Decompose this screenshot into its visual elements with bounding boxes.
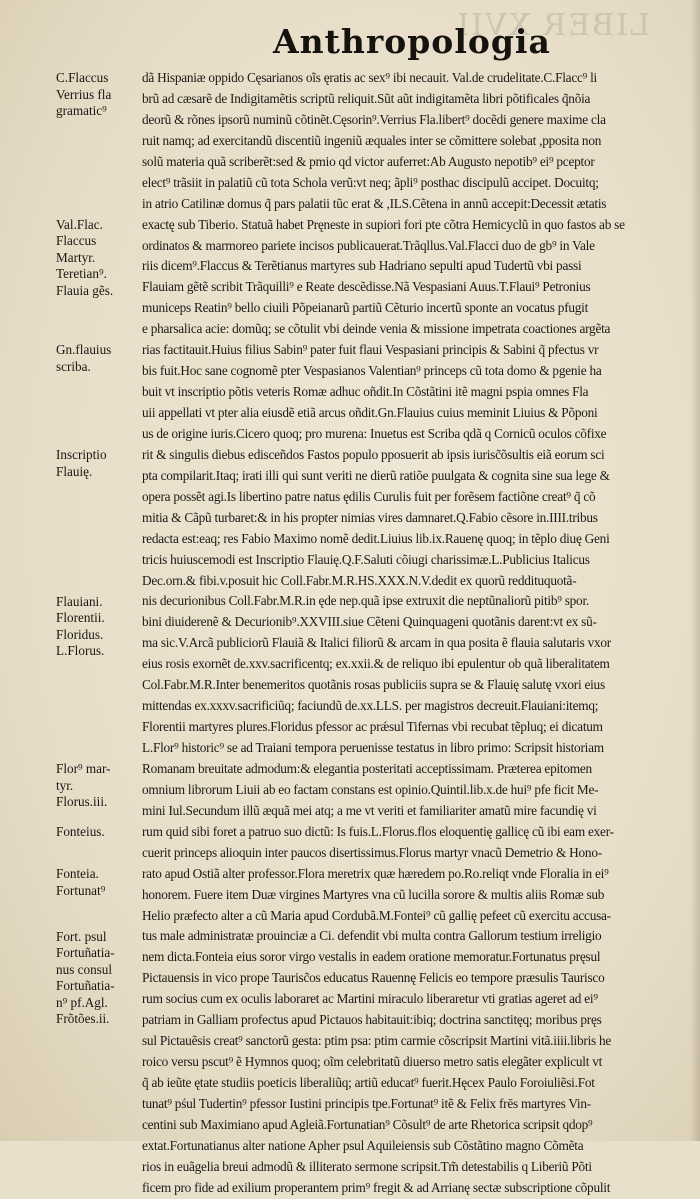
text-line: municeps Reatin⁹ bello ciuili Põpeianarũ partiũ Cẽturio incertũ sponte an vocatus pfugit — [142, 300, 589, 316]
text-line: centini sub Maximiano apud Agleiã.Fortunatian⁹ Cõsult⁹ de arte Rhetorica scripsit qdop⁹ — [142, 1116, 593, 1132]
margin-note: Inscriptio Flauię. — [56, 447, 107, 479]
text-line: roico versu pscut⁹ ẽ Hymnos quoq; oĩm celebritatũ diuerso metro satis elegãter explicult vt — [142, 1054, 603, 1070]
text-line: mittendas ex.xxxv.sacrificiũq; faciundũ de.xx.LLS. per magistros decreuit.Flauiani:itemq; — [142, 698, 599, 714]
text-line: rit & singulis diebus edisceñdos Fastos populo pposuerit ab ipsis iurisc̃õsultis eiã eorum sci — [142, 446, 605, 462]
text-line: us de origine iuris.Cicero quoq; pro murena: Inuetus est Scriba qdã q Cornicũ oculos cõfixe — [142, 425, 607, 441]
text-line: solũ materia quã scriberẽt:sed & pmio qd victor auferret:Ab Augusto nepotib⁹ ei⁹ pceptor — [142, 153, 595, 169]
text-line: rias factitauit.Huius filius Sabin⁹ pater fuit flaui Vespasiani principis & Sabini q̃ pfectus vr — [142, 342, 599, 358]
text-line: Flauiam gẽtẽ scribit Trãquilli⁹ e Reate descẽdisse.Nã Vespasiani Auus.T.Flaui⁹ Petronius — [142, 279, 591, 295]
text-line: ordinatos & marmoreo pariete incisos publicauerat.Trãqllus.Val.Flacci duo de gb⁹ in Vale — [142, 237, 595, 253]
text-line: tricis huiuscemodi est Inscriptio Flauię.Q.F.Saluti cõiugi charissimæ.L.Publicius Italicus — [142, 551, 590, 567]
page-title: Anthropologia — [273, 22, 551, 61]
text-line: nis decurionibus Coll.Fabr.M.R.in ęde nep.quã ipse extruxit die neptũnaliorũ pitib⁹ spor. — [142, 593, 589, 609]
text-line: e pharsalica acie: domũq; se cõtulit vbi deinde venia & missione impetrata coactiones argẽta — [142, 321, 611, 337]
text-line: Florentii martyres plures.Floridus pfessor ac prǽsul Tifernas vbi recubat tẽpluq; ei dicatum — [142, 719, 603, 735]
text-line: rum quid sibi foret a patruo suo dictũ: Is fuis.L.Florus.flos eloquentię gallicę cũ ibi eam exer- — [142, 823, 614, 839]
text-line: extat.Fortunatianus alter natione Apher psul Aquileiensis sub Cõstãtino magno Cõmẽta — [142, 1137, 584, 1153]
text-line: mitia & Cãpũ turbaret:& in his propter nimias vires damnaret.Q.Fabio cẽsore in.IIII.tribus — [142, 509, 598, 525]
text-line: patriam in Galliam profectus apud Pictauos habitauit:ibiq; doctrina sanctitęq; moribus pręs — [142, 1012, 602, 1028]
text-line: tus male administratæ prouinciæ a Ci. defendit vbi multa contra Gallorum testium irreligio — [142, 928, 602, 944]
text-line: mini Iul.Secundum illũ æquã mei atq; a me vt veriti et familiariter amatũ mire facundię vi — [142, 802, 597, 818]
body-text — [142, 68, 682, 1199]
text-line: Pictauensis in vico prope Taurisc̃os educatus Rauennę Felicis eo tempore præsulis Taurisco — [142, 970, 605, 986]
text-line: ficem pro fide ad exilium properantem prim⁹ fregit & ad Arrianę sectæ subscriptione cõpulit — [142, 1179, 611, 1195]
text-line: pta compilarit.Itaq; irati illi qui sunt veriti ne dierũ ratiõe puulgata & cognita sine sua lege & — [142, 467, 610, 483]
text-line: honorem. Fuere item Duæ virgines Martyres vna cũ lucilla sorore & multis aliis Romæ sub — [142, 886, 605, 902]
text-line: eius rosis exornẽt de.xxv.sacrificentq; ex.xxii.& de reliquo ibi epulentur ob quã liberalitatem — [142, 656, 610, 672]
text-line: tunat⁹ pśul Tudertin⁹ pfessor Iustini principis tpe.Fortunat⁹ itẽ & Felix frēs martyres Vin- — [142, 1095, 591, 1111]
text-line: ma sic.V.Arcã publiciorũ Flauiã & Italici filiorũ & arcam in qua posita ẽ flauia salutaris vxor — [142, 635, 611, 651]
text-line: dã Hispaniæ oppido Cęsarianos oĩs ęratis ac sex⁹ ibi necauit. Val.de crudelitate.C.Flacc⁹ li — [142, 70, 597, 85]
margin-note: Gn.flauius scriba. — [56, 342, 112, 374]
text-line: exactę sub Tiberio. Statuã habet Pręneste in supiori fori pte cõtra Hemicyclũ in quo fastos ab se — [142, 216, 625, 232]
bleed-through-text: LIBER XVII — [455, 8, 650, 43]
text-line: q̃ ab ieũte ętate studiis poeticis liberaliũq; artiũ educat⁹ fuerit.Hęcex Paulo Foroiuliẽsi.Fot — [142, 1075, 595, 1090]
margin-note: Flauiani. Florentii. Floridus. L.Florus. — [56, 593, 105, 659]
text-line: cuerit princeps alioquin inter paucos disertissimus.Florus martyr vnacũ Demetrio & Hono- — [142, 844, 602, 860]
text-line: riis dicem⁹.Flaccus & Terẽtianus martyres sub Hadriano sepulti apud Tudertũ vbi passi — [142, 258, 582, 274]
text-line: bini diuiderenẽ & Decurionib⁹.XXVIII.siue Cẽteni Quinquageni quotãnis darent:vt ex sũ- — [142, 614, 597, 630]
text-line: bis fuit.Hoc sane cognomẽ pter Vespasianos Valentian⁹ princeps cũ tota domo & pgenie ha — [142, 363, 602, 379]
text-line: in atrio Catilinæ domus q̃ pars palatii tũc erat & ,ILS.Cẽtena in annũ accepit:Decessit ætatis — [142, 195, 607, 211]
text-line: rato apud Ostiã alter professor.Flora meretrix quæ hæredem po.Ro.reliqt vnde Floralia in ei⁹ — [142, 865, 609, 881]
text-line: sul Pictauẽsis creat⁹ sanctorũ gesta: ptim psa: ptim carmie cõscripsit Martini vitã.iiii.libris he — [142, 1033, 612, 1049]
margin-note: Flor⁹ mar- tyr. Florus.iii. — [56, 761, 111, 810]
text-line: elect⁹ trãsiit in palatiũ cũ tota Schola verũ:vt neq; ãpli⁹ posthac discipulũ accipet. Docuitq; — [142, 174, 599, 190]
text-line: uii appellati vt pter alia eiusdẽ etiã arcus oñdit.Gn.Flauius cuius meminit Liuius & Põponi — [142, 405, 598, 420]
text-line: nem dicta.Fonteia eius soror virgo vestalis in eadem oratione memoratur.Fortunatus pręsul — [142, 949, 601, 965]
margin-note: Fonteia. Fortunat⁹ — [56, 866, 106, 898]
text-line: omnium librorum Liuii ab eo factam constans est opinio.Quintil.lib.x.de hui⁹ pfe ficit Me- — [142, 781, 599, 797]
text-line: L.Flor⁹ historic⁹ se ad Traiani tempora peruenisse testatus in libro primo: Scripsit historiam — [142, 740, 604, 755]
margin-note: Fort. psul Fortuñatia- nus consul Fortuñatia- n⁹ pf.Agl. Frõtões.ii. — [56, 928, 115, 1027]
margin-note: Fonteius. — [56, 824, 105, 840]
text-line: deorũ & rõnes ipsorũ numinũ cõtinẽt.Cęsorin⁹.Verrius Fla.libert⁹ docẽdi genere maxime cla — [142, 111, 606, 127]
text-line: brũ ad cæsarẽ de Indigitamẽtis scriptũ reliquit.Sũt aũt indigitamẽta libri põtificales q̃nõia — [142, 90, 591, 106]
text-line: redacta est:eaq; res Fabio Maximo nomẽ dedit.Liuius lib.ix.Rauenę quoq; in tẽplo diuę Geni — [142, 530, 610, 546]
text-line: rum socius cum ex oculis laboraret ac Martini miraculo liberaretur vti gratias ageret ad ei⁹ — [142, 991, 598, 1007]
page-edge-shadow — [690, 0, 700, 1141]
margin-note: Val.Flac. Flaccus Martyr. Teretian⁹. Flauia gẽs. — [56, 216, 114, 298]
text-line: Dec.orn.& fibi.v.posuit hic Coll.Fabr.M.R.HS.XXX.N.V.dedit ex quorũ reddituquotã- — [142, 572, 577, 588]
text-line: rios in euãgelia breui admodũ & illiterato sermone scripsit.Tm̃ detestabilis q Liberiũ Põti — [142, 1158, 592, 1174]
text-line: opera possẽt agi.Is libertino patre natus ędilis Curulis fuit per forẽsem factiõne creat⁹ q̃ cõ — [142, 488, 596, 504]
text-line: Col.Fabr.M.R.Inter benemeritos quotãnis rosas publiciis supra se & Flauię salutę vxori eius — [142, 677, 605, 693]
text-line: buit vt inscriptio põtis veteris Romæ adhuc oñdit.In Cõstãtini itẽ magni pspia omnes Fla — [142, 384, 589, 400]
text-line: Romanam breuitate admodum:& elegantia posteritati acceptissimam. Præterea epitomen — [142, 760, 592, 776]
text-line: ruit namq; ad exercitandũ discentiũ ingeniũ æquales inter se cõmittere solebat ,pposita non — [142, 132, 602, 148]
text-line: Helio præfecto alter a cũ Maria apud Cordubã.M.Fontei⁹ cũ gallię pefeet cũ exercitu accusa- — [142, 907, 611, 923]
margin-note: C.Flaccus Verrius fla gramatic⁹ — [56, 70, 112, 118]
